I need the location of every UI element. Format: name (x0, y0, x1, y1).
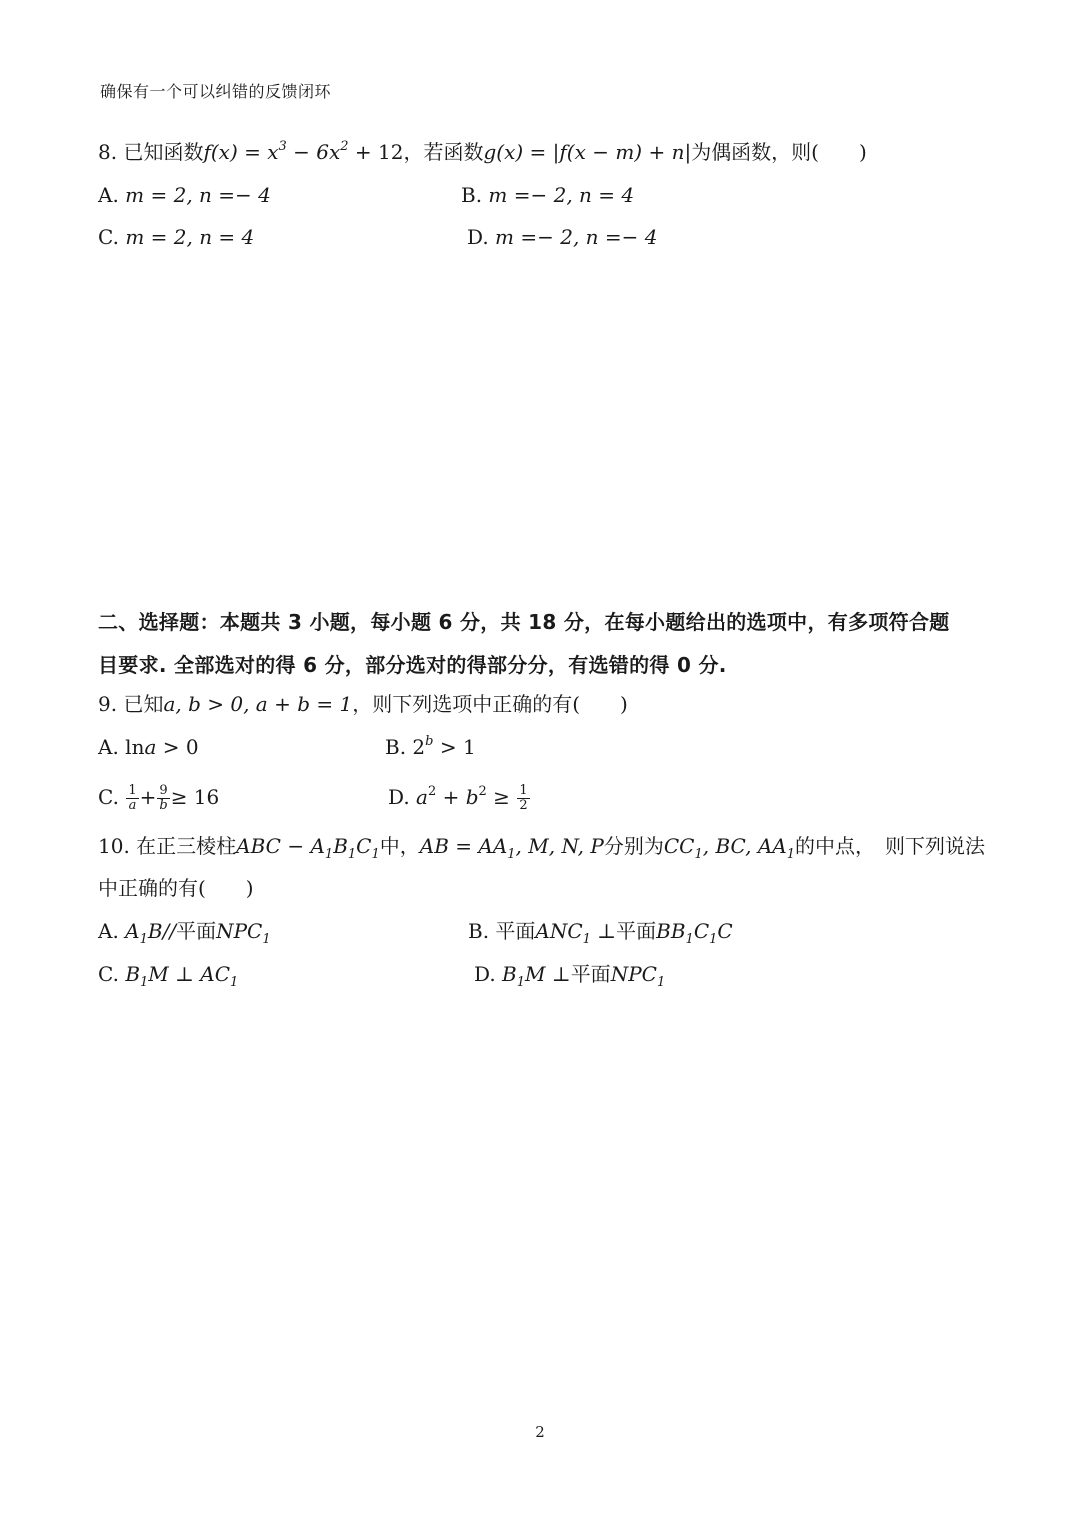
q9-option-c: C. $\frac{1}{a}$ + $\frac{9}{b}$ ≥ 16 (98, 783, 220, 813)
fraction-9-over-b: $\frac{9}{b}$ (159, 783, 168, 813)
q8-option-a: A. m = 2, n =− 4 (98, 183, 271, 207)
q8-option-b: B. m =− 2, n = 4 (461, 183, 635, 207)
q10-option-c: C. $B_1M$ ⊥ $AC_1$ (98, 962, 239, 990)
q10-option-b: B. 平面$ANC_1$ ⊥平面$BB_1C_1C$ (468, 919, 733, 947)
q10-option-a: A. $A_1B//$平面$NPC_1$ (98, 919, 271, 947)
question-8-stem: 8. 已知函数$f(x) = x^3 - 6x^2 + 12$，若函数g(x) = |f(x − m) + n|为偶函数，则( ) (98, 139, 867, 164)
page-number: 2 (535, 1423, 545, 1441)
section-2-heading-line1: 二、选择题：本题共 3 小题，每小题 6 分，共 18 分，在每小题给出的选项中，有多项符合题 (98, 610, 950, 634)
q8-option-d: D. m =− 2, n =− 4 (467, 225, 658, 249)
section-2-heading-line2: 目要求. 全部选对的得 6 分，部分选对的得部分分，有选错的得 0 分. (98, 653, 727, 677)
q9-option-b: B. $2^b > 1$ (385, 734, 476, 759)
question-10-stem-line2: 中正确的有( ) (98, 876, 254, 900)
page-header: 确保有一个可以纠错的反馈闭环 (100, 82, 332, 101)
question-9-stem: 9. 已知a, b > 0, a + b = 1，则下列选项中正确的有( ) (98, 692, 628, 716)
q9-option-a: A. lna > 0 (98, 735, 199, 759)
q9-option-d: D. $a^2 + b^2$ ≥ $\frac{1}{2}$ (388, 783, 528, 813)
q8-option-c: C. m = 2, n = 4 (98, 225, 255, 249)
q10-option-d: D. $B_1M$ ⊥平面$NPC_1$ (474, 962, 666, 990)
fraction-1-over-2: $\frac{1}{2}$ (519, 783, 528, 813)
fraction-1-over-a: $\frac{1}{a}$ (128, 783, 137, 813)
question-10-stem-line1: 10. 在正三棱柱ABC − $A_1B_1C_1$中，AB = $AA_1$, M, N, P分别为$CC_1$, BC, $AA_1$的中点， 则下列说法 (98, 834, 986, 862)
